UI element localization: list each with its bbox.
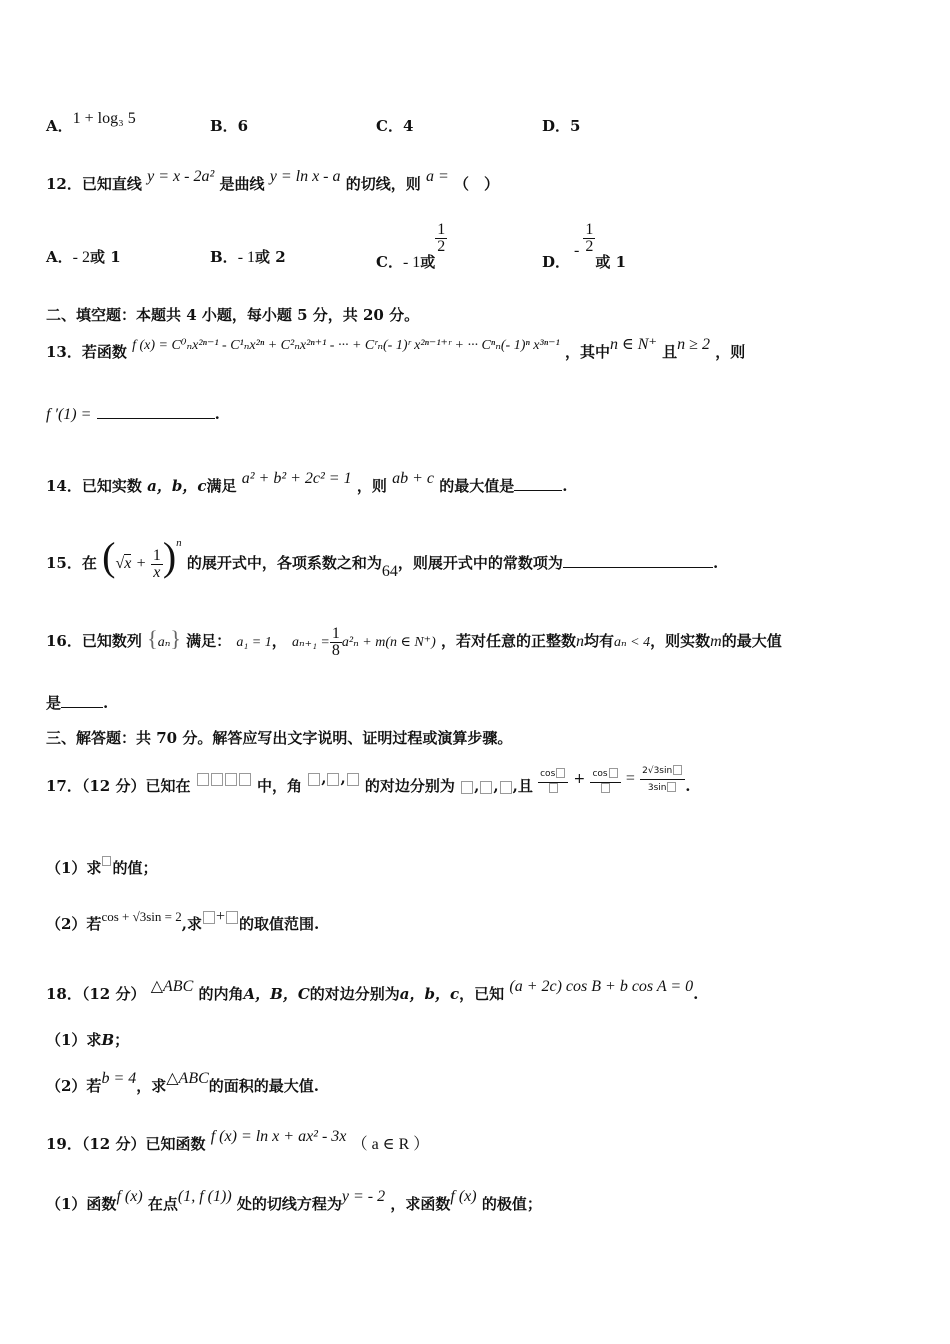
q12-answer-parens: （ ） <box>454 175 500 193</box>
q17-text-2: 中，角 <box>256 777 302 795</box>
q17-plus: + <box>573 771 586 787</box>
q17-frac-1-num-text: cos <box>540 768 556 779</box>
q12-option-d-numerator: 1 <box>585 221 594 238</box>
q12-option-c-fraction <box>435 222 447 255</box>
q17-period: . <box>685 777 691 795</box>
q13-answer-line <box>46 404 220 425</box>
q17-part-1-text: （1）求 <box>46 859 102 877</box>
q16-brace-right: } <box>170 626 181 651</box>
q18-number: 18． <box>46 985 82 1003</box>
q12-option-d-sign: - <box>574 241 580 259</box>
q19-part-1-text-b: 在点 <box>147 1195 178 1213</box>
q19-part-1-text-c: 处的切线方程为 <box>236 1195 342 1213</box>
q19-part-1-math-f: f (x) <box>116 1188 143 1205</box>
q19-part-1-tail: 的极值； <box>481 1195 542 1213</box>
q11-option-a-math: 1 + log₃ 5 <box>72 110 136 127</box>
q17-equals: = <box>625 770 635 787</box>
q17-text-1: 已知在 <box>145 777 191 795</box>
q12-option-a <box>46 246 121 267</box>
q17-glyph <box>601 783 610 793</box>
q13-text-2: ，其中 <box>564 343 610 361</box>
q12-option-b-math: - 1 <box>237 249 256 266</box>
q17-glyph <box>549 783 558 793</box>
q13-stem <box>46 336 746 364</box>
q18-part-2-tail: 的面积的最大值. <box>208 1077 320 1095</box>
q15-text-1: 在 <box>81 554 97 572</box>
q19-part-1-math-f2: f (x) <box>450 1188 477 1205</box>
q16-math-n: n <box>575 633 584 650</box>
q19-part-1-math-tangent: y = - 2 <box>341 1188 386 1205</box>
q15-text-3: ，则展开式中的常数项为 <box>397 554 563 572</box>
q11-option-a-label: A． <box>46 117 73 135</box>
q17-number: 17． <box>46 777 82 795</box>
q19-part-1 <box>46 1188 542 1215</box>
q18-part-1-var: B <box>101 1031 115 1049</box>
q11-option-d: D．5 <box>542 117 581 135</box>
q17-part-2 <box>46 908 320 935</box>
q17-glyph <box>667 782 676 792</box>
q16-text-2: 满足： <box>186 632 232 650</box>
q17-frac-2-num-text: cos <box>592 768 608 779</box>
q12-math-curve: y = ln x - a <box>269 168 341 185</box>
q17-glyph <box>461 781 473 794</box>
q12-text-2: 是曲线 <box>219 175 265 193</box>
q18-part-2-math: b = 4 <box>101 1070 137 1087</box>
q11-option-a <box>46 110 136 136</box>
q12-option-c-math: - 1 <box>402 253 421 271</box>
q17-glyph <box>673 765 682 775</box>
q18-math-condition: (a + 2c) cos B + b cos A = 0 <box>509 978 694 995</box>
q12-option-b <box>210 246 286 267</box>
q17-triangle-placeholder <box>196 769 252 787</box>
q17-part-2-text-b: ,求 <box>181 915 202 933</box>
q18-vars: A，B，C <box>243 985 310 1003</box>
q12-option-a-tail: 或 1 <box>89 248 121 266</box>
q18-text-3: ，已知 <box>459 985 505 1003</box>
q13-math-derivative: f ′(1) = <box>46 406 92 423</box>
q17-part-2-text: （2）若 <box>46 915 102 933</box>
q12-option-b-label: B． <box>210 248 238 266</box>
q15-plus: + <box>136 555 146 572</box>
q17-glyph <box>480 781 492 794</box>
q17-part-2-tail: 的取值范围. <box>239 915 320 933</box>
q16-fraction-numerator: 1 <box>331 624 340 642</box>
q18-math-triangle: △ABC <box>150 978 194 995</box>
q13-math-n-in-N: n ∈ N⁺ <box>609 336 657 353</box>
q11-option-b: B．6 <box>210 117 249 135</box>
q15-fraction-numerator: 1 <box>152 546 161 564</box>
q17-glyph <box>102 856 111 866</box>
q17-glyph <box>327 773 339 786</box>
q17-part-1-tail: 的值； <box>112 859 158 877</box>
q16-answer-blank[interactable] <box>61 693 103 708</box>
q16-math-bound: aₙ < 4 <box>614 635 651 650</box>
q12-option-a-math: - 2 <box>72 249 90 266</box>
q19-stem <box>46 1128 430 1155</box>
section-2-heading: 二、填空题：本题共 4 小题，每小题 5 分，共 20 分。 <box>46 306 420 324</box>
q15-answer-blank[interactable] <box>563 553 713 568</box>
q18-period: . <box>693 985 699 1003</box>
q12-option-a-label: A． <box>46 248 73 266</box>
q18-part-2 <box>46 1070 320 1097</box>
q13-math-n-ge-2: n ≥ 2 <box>677 336 710 353</box>
q18-vars-2: a，b，c <box>399 985 460 1003</box>
q12-number: 12． <box>46 175 82 193</box>
q17-text-3: 的对边分别为 <box>364 777 455 795</box>
q16-text-7: 是 <box>46 694 62 712</box>
q17-stem <box>46 764 690 808</box>
q17-glyph <box>197 773 209 786</box>
q15-exponent: n <box>176 537 182 549</box>
q13-text-3: 且 <box>662 343 678 361</box>
q17-frac-2 <box>590 766 620 793</box>
q15-right-paren: ) <box>162 534 177 579</box>
q18-text-2: 的对边分别为 <box>309 985 400 1003</box>
q12-option-d-fraction <box>583 222 595 255</box>
q17-sides-placeholder: , , <box>460 777 512 795</box>
q19-part-1-text-d: ，求函数 <box>390 1195 451 1213</box>
q12-option-d-label: D． <box>542 252 571 271</box>
q17-frac-3-den-text: 3sin <box>647 782 667 793</box>
q18-score: （12 分） <box>81 985 146 1003</box>
q17-glyph <box>203 911 215 924</box>
q18-part-2-triangle: △ABC <box>166 1070 209 1087</box>
q17-glyph <box>226 911 238 924</box>
q14-text-3: ，则 <box>356 477 387 495</box>
q16-number: 16． <box>46 632 82 650</box>
q12-text-3: 的切线，则 <box>345 175 421 193</box>
q17-glyph <box>211 773 223 786</box>
q16-math-m: m <box>710 633 722 650</box>
q17-frac-3-num-text: 2√3sin <box>642 765 673 776</box>
q14-math-constraint: a² + b² + 2c² = 1 <box>241 470 352 487</box>
q17-glyph <box>347 773 359 786</box>
q17-score: （12 分） <box>81 777 146 795</box>
q18-part-1 <box>46 1030 129 1050</box>
q17-frac-3-den <box>648 780 678 796</box>
q16-text-5: ，则实数 <box>650 632 711 650</box>
q17-part-2-plus: + <box>215 908 226 925</box>
q17-text-4: ,且 <box>512 777 533 795</box>
q16-text-6: 的最大值 <box>721 632 782 650</box>
q13-number: 13． <box>46 343 82 361</box>
q16-stem <box>46 612 782 666</box>
q17-glyph <box>556 768 565 778</box>
q17-glyph <box>609 768 618 778</box>
q17-frac-3-num <box>640 763 685 780</box>
q12-option-c-numerator: 1 <box>437 221 446 238</box>
q19-part-1-text: （1）函数 <box>46 1195 117 1213</box>
q13-answer-blank[interactable] <box>97 404 215 419</box>
q16-text-3: ，若对任意的正整数 <box>440 632 576 650</box>
q19-score: （12 分） <box>81 1135 146 1153</box>
q17-frac-3 <box>640 763 685 796</box>
q18-stem <box>46 978 699 1005</box>
q19-part-1-math-point: (1, f (1)) <box>177 1188 232 1205</box>
q18-part-1-text: （1）求 <box>46 1031 102 1049</box>
q12-option-c <box>376 221 447 271</box>
q12-math-a: a = <box>426 168 449 185</box>
q17-frac-2-num <box>590 766 620 783</box>
q13-text-1: 若函数 <box>81 343 127 361</box>
q16-comma: ， <box>271 632 287 650</box>
q16-math-recur-left: aₙ₊₁ = <box>292 635 330 650</box>
q18-part-1-tail: ； <box>114 1031 130 1049</box>
q16-fraction-denominator: 8 <box>331 641 340 659</box>
q16-period: . <box>103 694 109 712</box>
q15-fraction <box>151 548 163 581</box>
q14-math-expr: ab + c <box>392 470 434 487</box>
q12-option-d-tail: 或 1 <box>595 252 627 271</box>
q17-glyph <box>225 773 237 786</box>
q14-text-2: 满足 <box>206 477 237 495</box>
q18-text-1: 的内角 <box>198 985 244 1003</box>
q12-option-c-label: C． <box>376 252 403 271</box>
q16-fraction <box>330 626 342 659</box>
q16-math-seq: aₙ <box>157 635 171 650</box>
q15-text-2: 的展开式中，各项系数之和为 <box>186 554 382 572</box>
q14-text-4: 的最大值是 <box>439 477 515 495</box>
q15-fraction-denominator: x <box>153 563 161 581</box>
q12-stem <box>46 168 500 195</box>
q17-glyph <box>500 781 512 794</box>
q16-brace-left: { <box>147 626 158 651</box>
q12-text-1: 已知直线 <box>81 175 142 193</box>
q14-vars: a，b，c <box>147 477 207 495</box>
q17-part-2-math: cos + √3sin = 2 <box>101 909 182 924</box>
q16-answer-line <box>46 693 108 713</box>
q13-text-4: ，则 <box>715 343 746 361</box>
section-3-heading: 三、解答题：共 70 分。解答应写出文字说明、证明过程或演算步骤。 <box>46 729 513 747</box>
q12-option-d-denominator: 2 <box>585 238 594 255</box>
q16-math-a1: a₁ = 1 <box>236 635 272 650</box>
q12-option-b-tail: 或 2 <box>255 248 286 266</box>
q18-part-2-text-b: ，求 <box>136 1077 167 1095</box>
q18-part-2-text: （2）若 <box>46 1077 102 1095</box>
q17-glyph <box>239 773 251 786</box>
q14-answer-blank[interactable] <box>514 476 562 491</box>
q13-math-function: f (x) = C⁰ₙx²ⁿ⁻¹ - C¹ₙx²ⁿ + C²ₙx²ⁿ⁺¹ - ··· + Cʳₙ(- 1)ʳ x²ⁿ⁻¹⁺ʳ + ··· Cⁿₙ(- 1)ⁿ x³ⁿ⁻¹ <box>132 338 560 353</box>
q17-frac-1-num <box>538 766 568 783</box>
q15-sqrt-arg: x <box>124 555 132 572</box>
q19-math-function: f (x) = ln x + ax² - 3x <box>210 1128 347 1145</box>
q15-left-paren: ( <box>102 534 116 579</box>
q19-text-1: 已知函数 <box>145 1135 206 1153</box>
q14-number: 14． <box>46 477 82 495</box>
q12-option-c-mid: 或 <box>420 252 436 271</box>
q11-option-c: C．4 <box>376 117 414 135</box>
q19-number: 19． <box>46 1135 82 1153</box>
q14-stem <box>46 470 568 497</box>
q12-math-line: y = x - 2a² <box>147 168 215 185</box>
q16-text-1: 已知数列 <box>81 632 142 650</box>
q15-math-64: 64 <box>381 563 398 580</box>
q17-frac-1 <box>538 766 568 793</box>
q17-glyph <box>308 773 320 786</box>
q19-math-domain: （ a ∈ R ） <box>351 1136 430 1153</box>
q14-period: . <box>562 477 568 495</box>
q14-text-1: 已知实数 <box>81 477 142 495</box>
q17-angles-placeholder: , , <box>307 769 359 787</box>
q12-option-c-denominator: 2 <box>437 238 446 255</box>
q15-period: . <box>712 554 719 572</box>
q15-number: 15． <box>46 554 82 572</box>
q16-math-recur-right: a²ₙ + m(n ∈ N⁺) <box>341 635 436 650</box>
q16-text-4: 均有 <box>583 632 614 650</box>
q13-period: . <box>214 405 220 423</box>
q17-part-1 <box>46 858 157 878</box>
q15-sqrt-sign: √ <box>115 555 125 572</box>
q12-option-d <box>542 221 627 271</box>
q15-stem <box>46 528 718 582</box>
